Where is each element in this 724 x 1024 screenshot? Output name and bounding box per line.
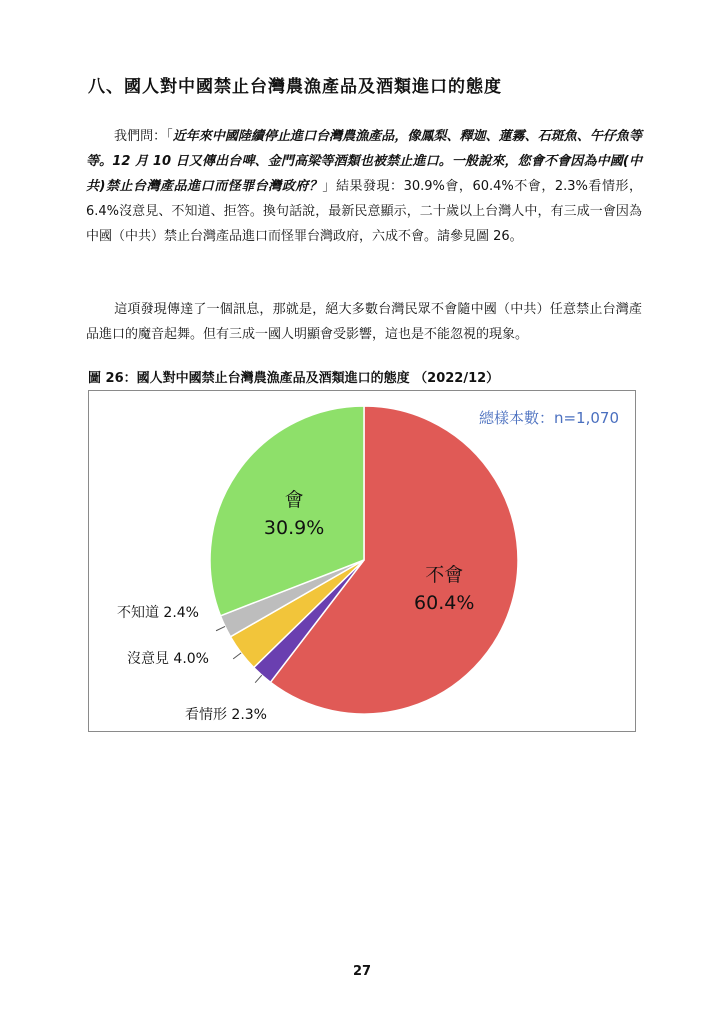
callout-label-沒意見: 沒意見 4.0% [126, 651, 209, 667]
paragraph-1-result: 」結果發現：30.9%會，60.4%不會，2.3%看情形，6.4%沒意見、不知道、拒答。換句話說，最新民意顯示，二十歲以上台灣人中，有三成一會因為中國（中共）禁止台灣產品進口而怪罪台灣政府，六成不會。請參見圖 26。 [86, 179, 642, 244]
slice-label-會: 會 [284, 489, 304, 512]
callout-label-不知道: 不知道 2.4% [116, 605, 199, 621]
slice-label-不會: 不會 [425, 564, 464, 587]
leader-line-3 [216, 626, 225, 630]
paragraph-1 [86, 124, 642, 249]
leader-line-1 [255, 675, 262, 682]
paragraph-2-text: 這項發現傳達了一個訊息，那就是，絕大多數台灣民眾不會隨中國（中共）任意禁止台灣產品進口的魔音起舞。但有三成一國人明顯會受影響，這也是不能忽視的現象。 [86, 302, 642, 342]
leader-line-2 [233, 653, 241, 659]
pie-chart [89, 391, 635, 731]
callout-label-看情形: 看情形 2.3% [184, 707, 267, 723]
section-heading: 八、國人對中國禁止台灣農漁產品及酒類進口的態度 [88, 77, 502, 97]
page-number: 27 [352, 964, 372, 979]
sample-size-annotation: 總樣本數：n=1,070 [478, 409, 619, 427]
paragraph-2 [86, 297, 642, 347]
figure-caption: 圖 26：國人對中國禁止台灣農漁產品及酒類進口的態度 （2022/12） [88, 371, 500, 386]
paragraph-1-lead: 我們問：「 [114, 129, 173, 144]
pie-chart-frame [88, 390, 636, 732]
survey-question: 近年來中國陸續停止進口台灣農漁產品，像鳳梨、釋迦、蓮霧、石斑魚、午仔魚等等。12 月 10 日又傳出台啤、金門高梁等酒類也被禁止進口。一般說來，您會不會因為中國(中共)禁止台灣產品進口而怪罪台灣政府？ [86, 129, 642, 194]
slice-value-會: 30.9% [263, 517, 325, 540]
slice-value-不會: 60.4% [414, 592, 475, 615]
